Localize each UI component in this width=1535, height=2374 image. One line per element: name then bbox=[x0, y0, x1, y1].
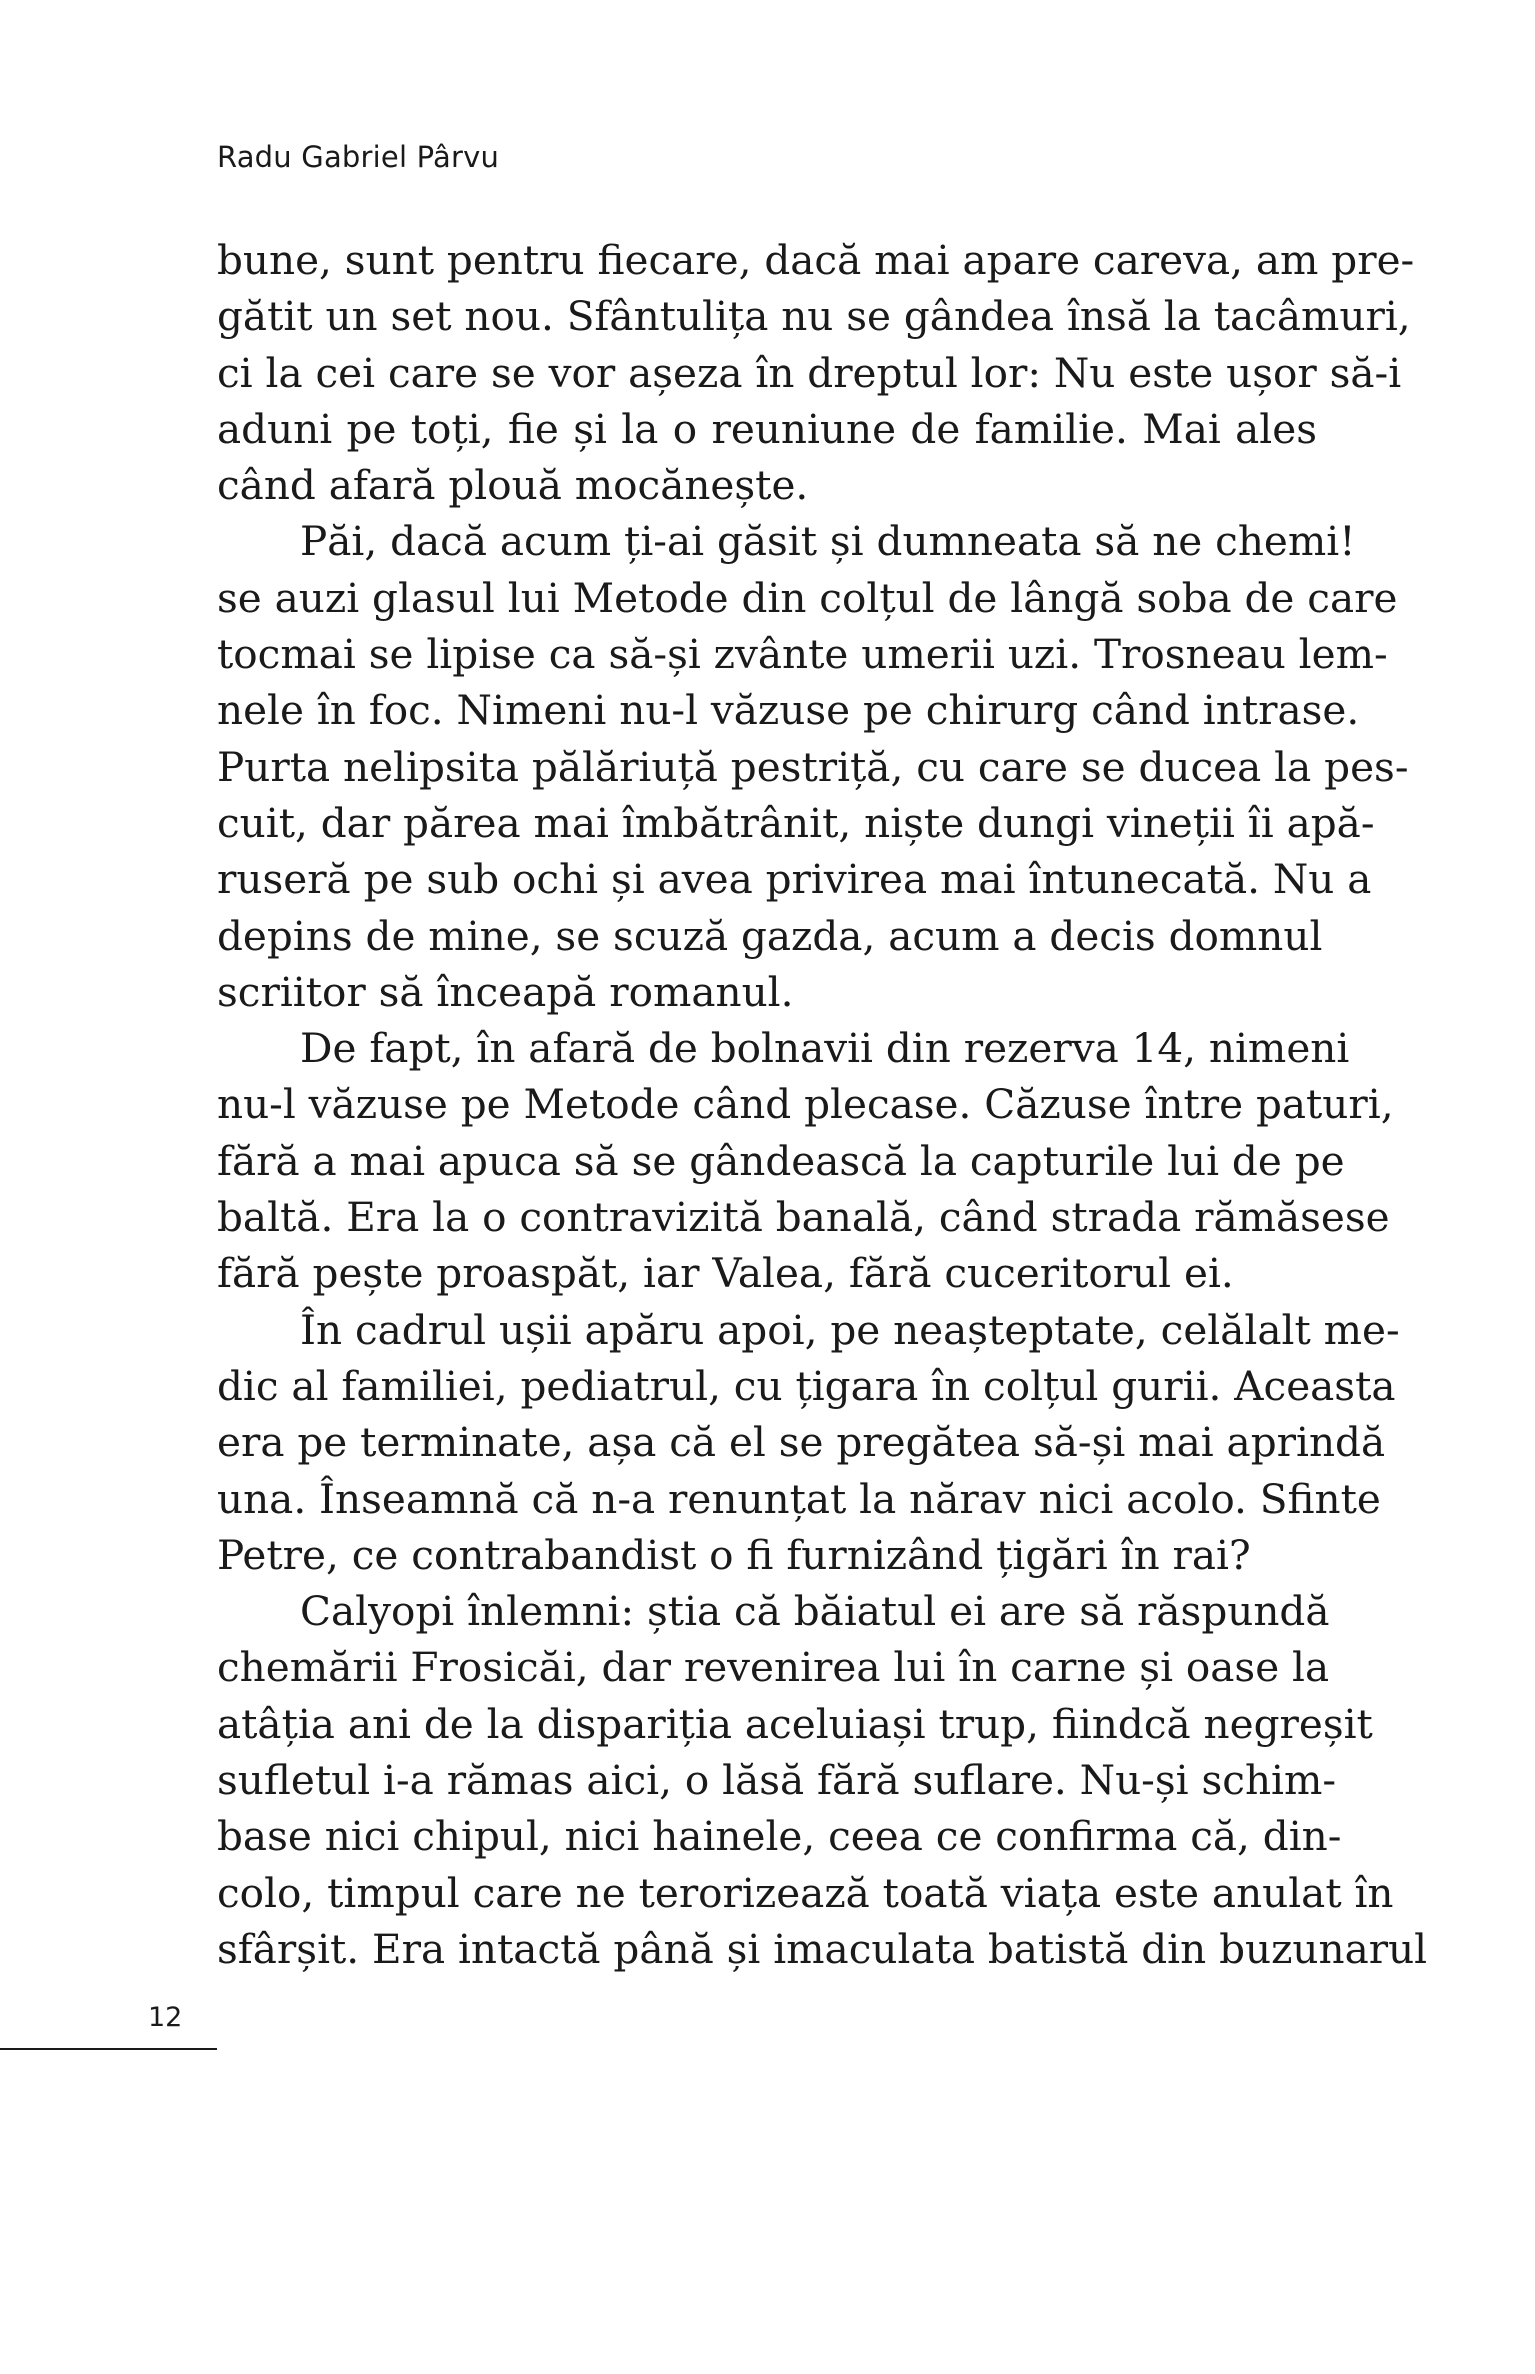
text-line: una. Înseamnă că n-a renunțat la nărav nici acolo. Sfinte bbox=[217, 1474, 1381, 1523]
text-line: De fapt, în afară de bolnavii din rezerva 14, nimeni bbox=[300, 1024, 1350, 1073]
running-head-author: Radu Gabriel Pârvu bbox=[217, 140, 500, 174]
text-line: fără pește proaspăt, iar Valea, fără cuceritorul ei. bbox=[217, 1249, 1234, 1298]
text-line: fără a mai apuca să se gândească la capturile lui de pe bbox=[217, 1136, 1345, 1185]
text-line: Păi, dacă acum ți-ai găsit și dumneata să ne chemi! bbox=[300, 517, 1356, 566]
text-line: gătit un set nou. Sfântulița nu se gândea însă la tacâmuri, bbox=[217, 292, 1411, 341]
text-line: ruseră pe sub ochi și avea privirea mai întunecată. Nu a bbox=[217, 855, 1372, 904]
text-line: bune, sunt pentru fiecare, dacă mai apare careva, am pre- bbox=[217, 236, 1415, 284]
page-number: 12 bbox=[148, 2002, 183, 2033]
text-line: depins de mine, se scuză gazda, acum a decis domnul bbox=[217, 911, 1323, 960]
text-line: când afară plouă mocănește. bbox=[217, 461, 809, 510]
text-line: Calyopi înlemni: știa că băiatul ei are să răspundă bbox=[300, 1587, 1330, 1636]
text-line: nele în foc. Nimeni nu-l văzuse pe chirurg când intrase. bbox=[217, 686, 1360, 735]
text-line: colo, timpul care ne terorizează toată viața este anulat în bbox=[217, 1868, 1394, 1917]
text-line: chemării Frosicăi, dar revenirea lui în carne și oase la bbox=[217, 1643, 1330, 1692]
text-line: Petre, ce contrabandist o fi furnizând țigări în rai? bbox=[217, 1530, 1251, 1579]
text-line: base nici chipul, nici hainele, ceea ce confirma că, din- bbox=[217, 1812, 1342, 1861]
text-line: În cadrul ușii apăru apoi, pe neașteptate, celălalt me- bbox=[300, 1305, 1400, 1354]
text-line: Purta nelipsita pălăriuță pestriță, cu care se ducea la pes- bbox=[217, 742, 1409, 791]
text-line: ci la cei care se vor așeza în dreptul lor: Nu este ușor să-i bbox=[217, 348, 1402, 397]
text-line: scriitor să înceapă romanul. bbox=[217, 967, 794, 1016]
text-line: era pe terminate, așa că el se pregătea să-și mai aprindă bbox=[217, 1418, 1386, 1467]
text-line: tocmai se lipise ca să-și zvânte umerii uzi. Trosneau lem- bbox=[217, 630, 1388, 679]
text-line: sfârșit. Era intactă până și imaculata batistă din buzunarul bbox=[217, 1924, 1428, 1973]
text-line: se auzi glasul lui Metode din colțul de lângă soba de care bbox=[217, 573, 1398, 622]
text-line: baltă. Era la o contravizită banală, când strada rămăsese bbox=[217, 1193, 1390, 1242]
text-line: nu-l văzuse pe Metode când plecase. Căzuse între paturi, bbox=[217, 1080, 1394, 1129]
text-line: cuit, dar părea mai îmbătrânit, niște dungi vineții îi apă- bbox=[217, 798, 1375, 847]
text-line: atâția ani de la dispariția aceluiași trup, fiindcă negreșit bbox=[217, 1699, 1373, 1748]
page-number-rule bbox=[0, 2048, 217, 2050]
text-line: sufletul i-a rămas aici, o lăsă fără suflare. Nu-și schim- bbox=[217, 1756, 1337, 1805]
text-line: aduni pe toți, fie și la o reuniune de familie. Mai ales bbox=[217, 404, 1317, 453]
text-line: dic al familiei, pediatrul, cu țigara în colțul gurii. Aceasta bbox=[217, 1361, 1396, 1410]
body-text bbox=[217, 232, 1428, 1977]
